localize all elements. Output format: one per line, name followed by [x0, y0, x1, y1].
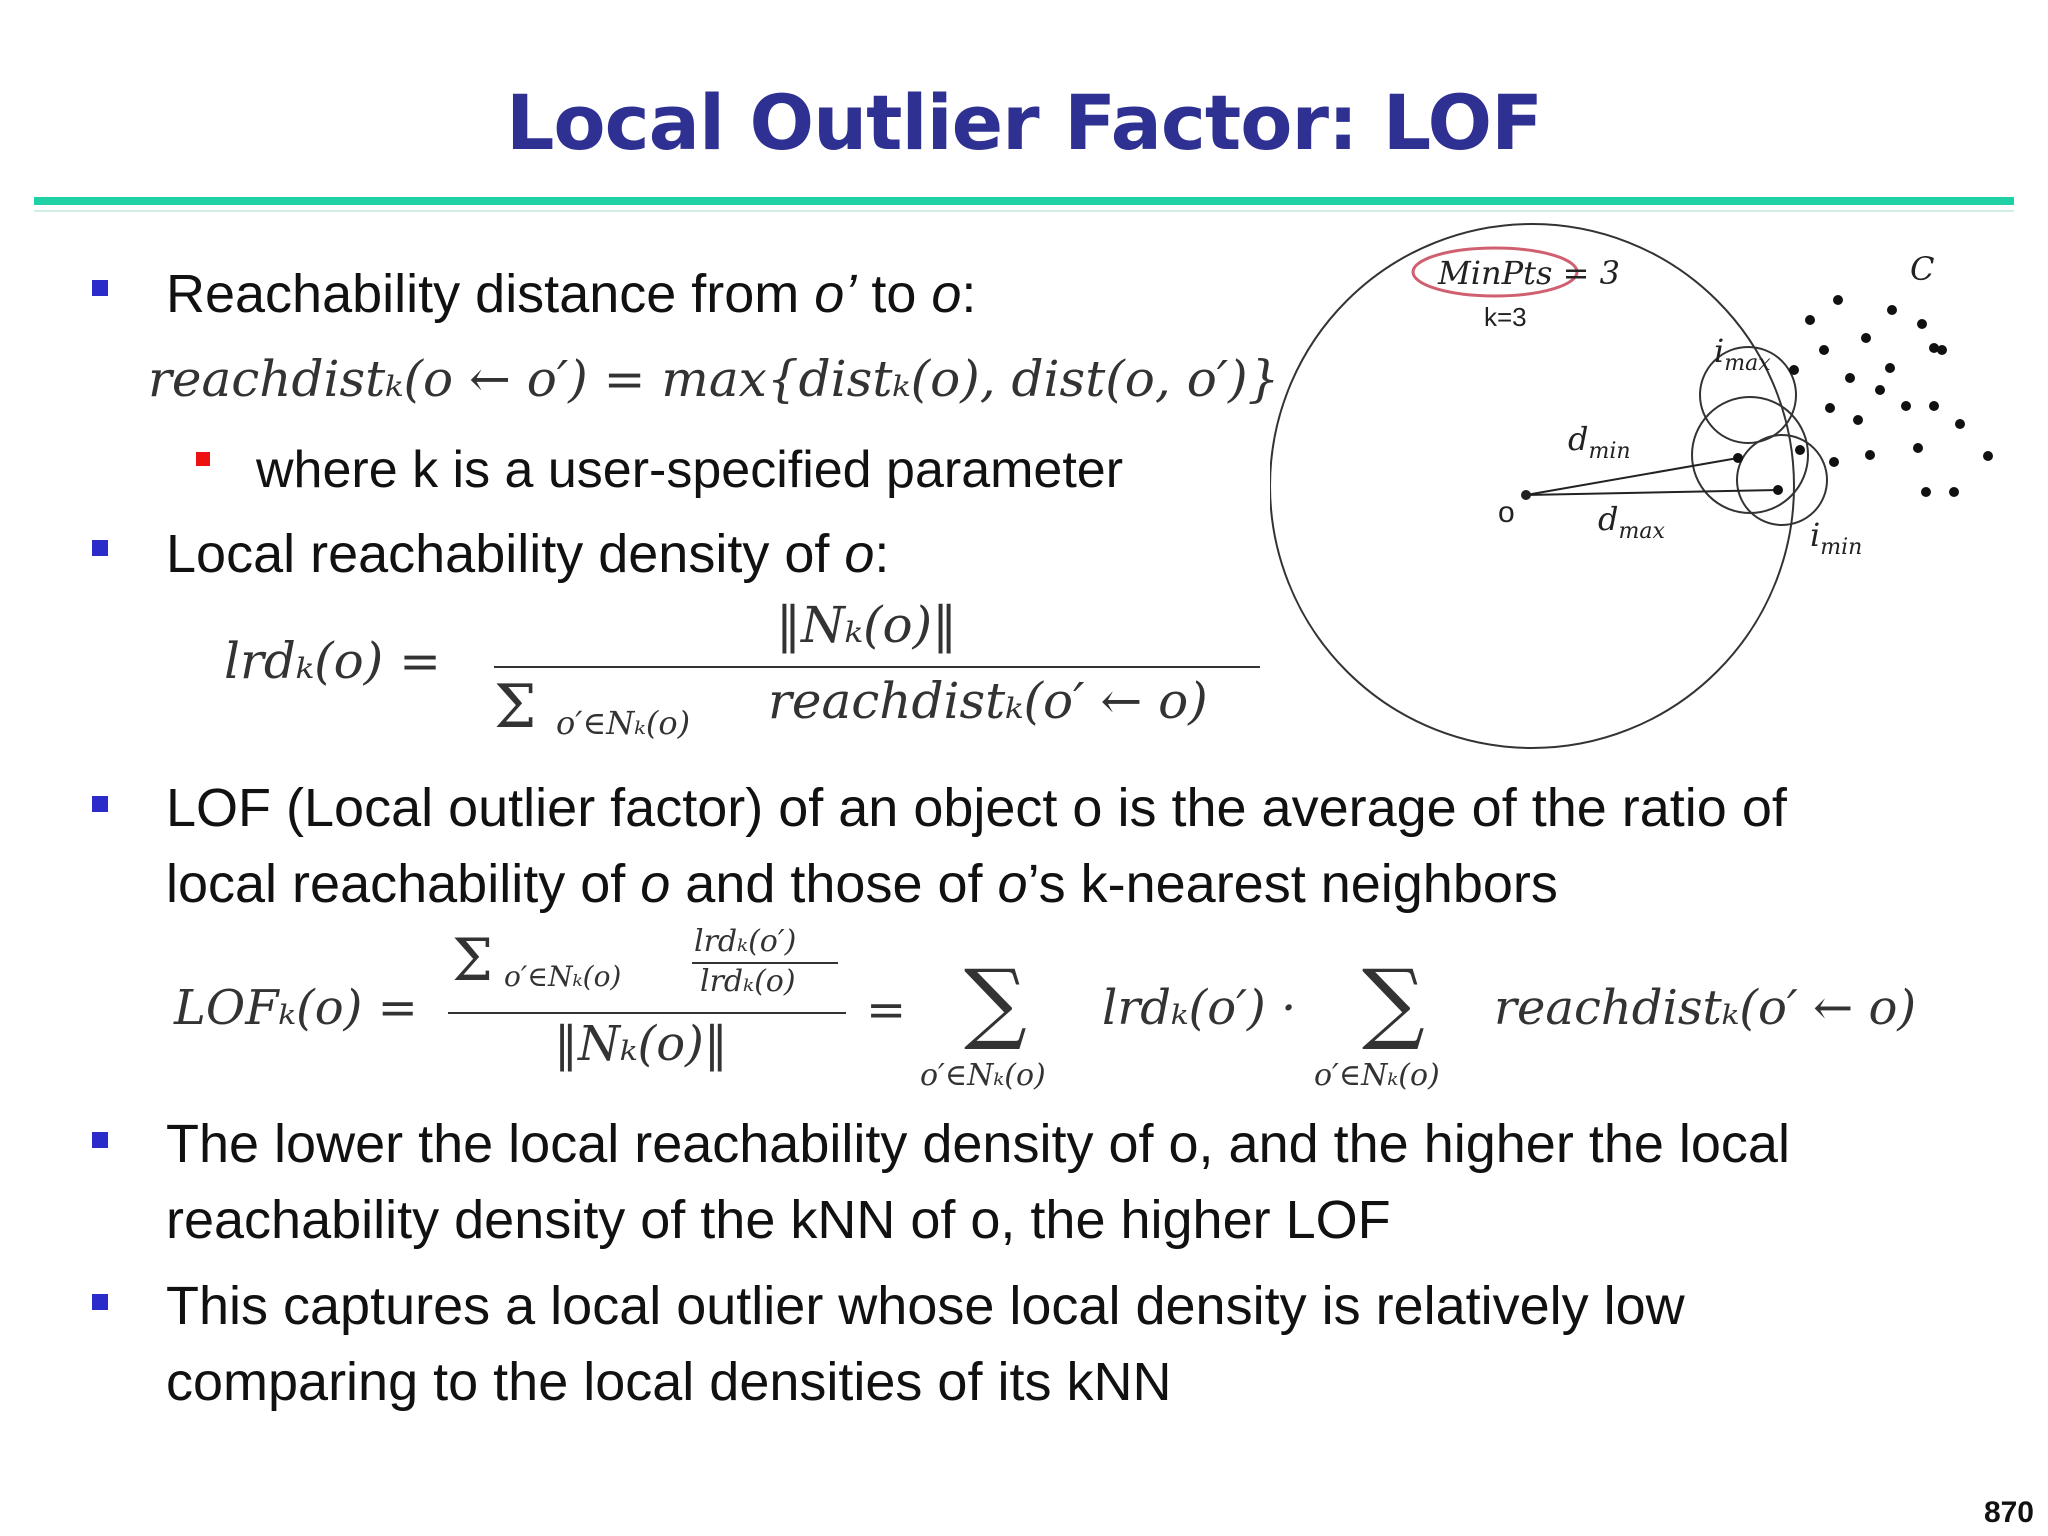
text-run: : — [874, 524, 890, 584]
lof-inner-denominator: lrdₖ(o) — [700, 964, 796, 999]
lof-sum2-sub: o′∈Nₖ(o) — [1314, 1058, 1440, 1093]
text-run: to — [856, 264, 932, 324]
text-run: Reachability distance from — [166, 264, 815, 324]
bullet-marker — [92, 540, 108, 556]
text-run-italic: o — [931, 264, 962, 324]
o-label: o — [1498, 496, 1515, 529]
cluster-point — [1937, 345, 1947, 355]
cluster-point — [1887, 305, 1897, 315]
imax-label — [1714, 332, 1771, 376]
dmin-line — [1526, 458, 1738, 495]
cluster-points — [1733, 295, 1993, 497]
text-run-italic: o — [844, 524, 875, 584]
cluster-point — [1853, 415, 1863, 425]
imin-label — [1810, 516, 1862, 560]
cluster-point — [1819, 345, 1829, 355]
neighbor-point — [1789, 365, 1799, 375]
lrd-fraction-bar — [494, 666, 1260, 668]
imax-subscript: max — [1724, 351, 1771, 376]
title-underline — [34, 197, 2014, 205]
cluster-point — [1955, 419, 1965, 429]
page-number: 870 — [1983, 1496, 2034, 1529]
cluster-point — [1829, 457, 1839, 467]
lof-num-sum: Σ — [452, 926, 494, 994]
lrd-denominator-sub: o′∈Nₖ(o) — [556, 704, 691, 742]
point-o — [1521, 490, 1531, 500]
cluster-point — [1861, 333, 1871, 343]
minpts-neighborhood-circle — [1270, 224, 1794, 748]
cluster-point — [1875, 385, 1885, 395]
text-run-italic: o — [640, 854, 671, 914]
lrd-denominator-term: reachdistₖ(o′ ← o) — [768, 672, 1208, 730]
lof-sum1: ∑ — [964, 950, 1027, 1053]
cluster-point — [1929, 401, 1939, 411]
dmin-label — [1568, 420, 1631, 464]
imax-symbol: i — [1714, 332, 1725, 370]
cluster-point — [1913, 443, 1923, 453]
imin-symbol: i — [1810, 516, 1821, 554]
cluster-point — [1921, 487, 1931, 497]
text-run-italic: o — [997, 854, 1028, 914]
dmin-subscript: min — [1588, 439, 1631, 464]
text-run: local reachability of — [166, 854, 641, 914]
lrd-lhs: lrdₖ(o) = — [224, 632, 442, 690]
k-label: k=3 — [1484, 302, 1527, 332]
neighbor-point — [1795, 445, 1805, 455]
lof-denominator: ‖Nₖ(o)‖ — [554, 1016, 728, 1072]
lof-term1: lrdₖ(o′) · — [1102, 980, 1297, 1036]
dmax-symbol: d — [1598, 500, 1619, 538]
bullet-lof-definition-line2 — [166, 846, 1558, 922]
dmax-label — [1598, 500, 1665, 544]
neighbor-point — [1733, 453, 1743, 463]
bullet-local-outlier-line1: This captures a local outlier whose local density is relatively low — [166, 1276, 1685, 1336]
text-run-italic: o’ — [814, 264, 857, 324]
bullet-local-outlier-line2: comparing to the local densities of its kNN — [166, 1352, 1172, 1412]
minpts-label: MinPts = 3 — [1438, 254, 1620, 292]
imin-subscript: min — [1820, 535, 1863, 560]
cluster-point — [1833, 295, 1843, 305]
lrd-numerator: ‖Nₖ(o)‖ — [776, 596, 958, 654]
cluster-point — [1845, 373, 1855, 383]
cluster-point — [1983, 451, 1993, 461]
neighbor-point — [1773, 485, 1783, 495]
dmin-symbol: d — [1568, 420, 1589, 458]
lof-fraction-bar — [448, 1012, 846, 1014]
lof-lhs: LOFₖ(o) = — [174, 980, 418, 1036]
neighbor-circle — [1737, 435, 1827, 525]
cluster-point — [1825, 403, 1835, 413]
bullet-lof-interpretation-line2: reachability density of the kNN of o, the higher LOF — [166, 1190, 1391, 1250]
sub-bullet-marker — [196, 452, 210, 466]
neighbor-circle — [1692, 397, 1808, 513]
reachdist-formula: reachdistₖ(o ← o′) = max{distₖ(o), dist(o, o′)} — [148, 350, 1280, 408]
bullet-local-reachability-density — [166, 516, 889, 592]
text-run: : — [961, 264, 977, 324]
dmax-subscript: max — [1618, 519, 1665, 544]
lof-equals: = — [866, 982, 907, 1038]
bullet-lof-definition-line1: LOF (Local outlier factor) of an object o is the average of the ratio of — [166, 778, 1787, 838]
lof-sum2: ∑ — [1362, 950, 1425, 1053]
lrd-denominator-sum: Σ — [494, 672, 537, 742]
text-run: Local reachability density of — [166, 524, 845, 584]
cluster-point — [1885, 363, 1895, 373]
bullet-marker — [92, 796, 108, 812]
bullet-reachability-distance — [166, 256, 976, 332]
cluster-point — [1805, 315, 1815, 325]
bullet-marker — [92, 1132, 108, 1148]
text-run: and those of — [670, 854, 998, 914]
bullet-marker — [92, 280, 108, 296]
bullet-marker — [92, 1294, 108, 1310]
text-run: ’s k-nearest neighbors — [1027, 854, 1558, 914]
cluster-point — [1917, 319, 1927, 329]
cluster-label: C — [1910, 250, 1935, 288]
bullet-lof-interpretation-line1: The lower the local reachability density of o, and the higher the local — [166, 1114, 1790, 1174]
cluster-point — [1865, 450, 1875, 460]
cluster-point — [1949, 487, 1959, 497]
cluster-point — [1901, 401, 1911, 411]
lof-sum1-sub: o′∈Nₖ(o) — [920, 1058, 1046, 1093]
slide-title: Local Outlier Factor: LOF — [505, 78, 1543, 167]
lof-term2: reachdistₖ(o′ ← o) — [1494, 980, 1917, 1036]
lof-diagram — [1270, 210, 2030, 770]
lof-inner-numerator: lrdₖ(o′) — [694, 924, 797, 959]
lof-num-sum-sub: o′∈Nₖ(o) — [504, 960, 622, 993]
sub-bullet-k-parameter: where k is a user-specified parameter — [256, 441, 1124, 499]
